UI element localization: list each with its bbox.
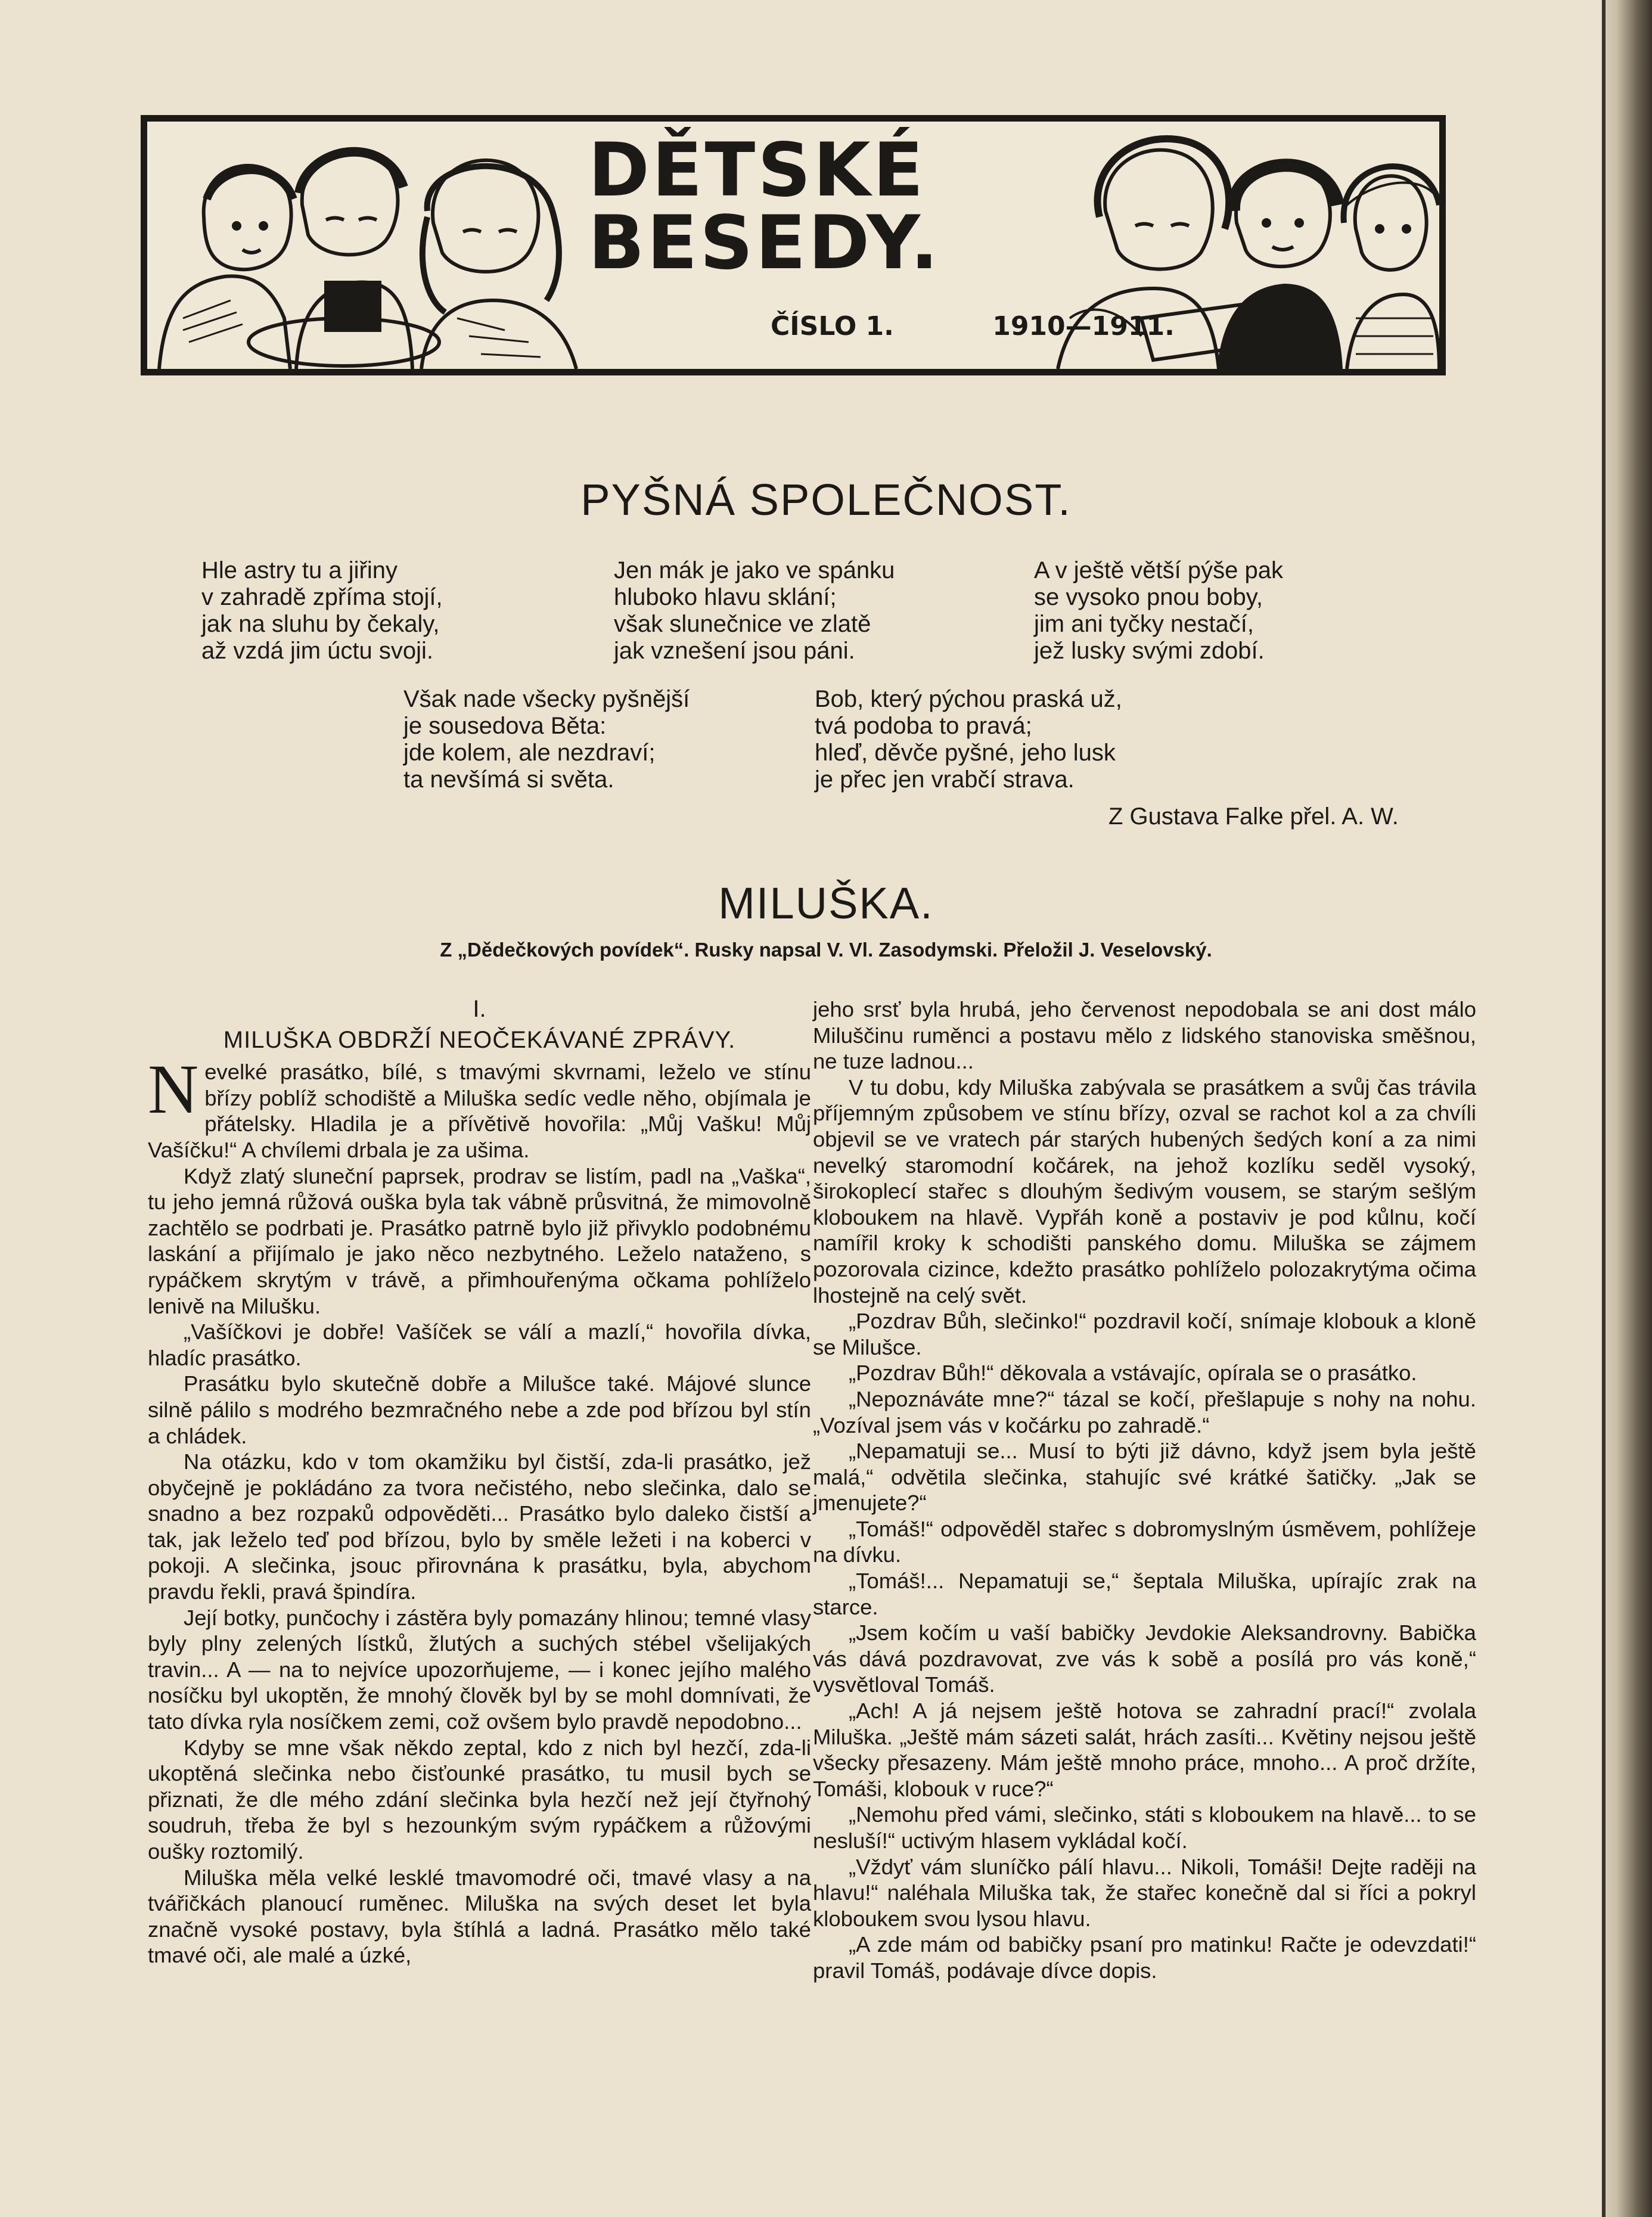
poem-line: Bob, který pýchou praská už, <box>815 686 1122 712</box>
poem-stanza <box>815 686 1122 793</box>
poem-line: až vzdá jim úctu svoji. <box>201 638 434 664</box>
poem-line: je přec jen vrabčí strava. <box>815 766 1075 793</box>
story-paragraph: „Pozdrav Bůh, slečinko!“ pozdravil kočí, snímaje klobouk a kloně se Milušce. <box>813 1309 1476 1359</box>
story-paragraph: Prasátku bylo skutečně dobře a Milušce také. Májové slunce silně pálilo s modrého bezmračného nebe a zde pod břízou byl stín a chládek. <box>148 1371 811 1448</box>
masthead-illustration-right <box>1022 122 1439 369</box>
poem-line: Hle astry tu a jiřiny <box>201 557 398 583</box>
story-paragraph: jeho srsť byla hrubá, jeho červenost nepodobala se ani dost málo Miluščinu ruměnci a postavu mělo z lidského stanoviska směšnou, ne tuze ladnou... <box>813 997 1476 1074</box>
story-paragraph: Miluška měla velké lesklé tmavomodré oči, tmavé vlasy a na tvářičkách planoucí ruměnec. Miluška na svých deset let byla značně vysoké postavy, byla štíhlá a ladná. Prasátko mělo také tmavé oči, ale malé a úzké, <box>148 1865 811 1968</box>
poem-stanza <box>614 557 895 665</box>
story-paragraph: „Pozdrav Bůh!“ děkovala a vstávajíc, opírala se o prasátko. <box>849 1361 1417 1386</box>
issue-number: ČÍSLO 1. <box>771 311 894 341</box>
poem-line: v zahradě zpříma stojí, <box>201 584 443 610</box>
story-paragraph: „Tomáš!... Nepamatuji se,“ šeptala Miluška, upírajíc zrak na starce. <box>813 1569 1476 1619</box>
story-paragraph: „Ach! A já nejsem ještě hotova se zahradní prací!“ zvolala Miluška. „Ještě mám sázeti salát, hrách zasíti... Květiny nejsou ještě všecky přesazeny. Mám ještě mnoho práce, mnoho... A proč držíte, Tomáši, klobouk v ruce?“ <box>813 1699 1476 1801</box>
story-paragraph: „A zde mám od babičky psaní pro matinku! Račte je odevzdati!“ pravil Tomáš, podávaje dívce dopis. <box>813 1932 1476 1983</box>
chapter-title: MILUŠKA OBDRŽÍ NEOČEKÁVANÉ ZPRÁVY. <box>223 1026 736 1053</box>
poem-stanza <box>201 557 443 665</box>
masthead-title-line1: DĚTSKÉ <box>588 128 926 213</box>
poem-line: jak vznešení jsou páni. <box>614 638 855 664</box>
story-paragraph: „Jsem kočím u vaší babičky Jevdokie Aleksandrovny. Babička vás dává pozdravovat, zve vás k sobě a posílá pro vás koně,“ vysvětloval Tomáš. <box>813 1620 1476 1697</box>
gutter-line <box>1602 0 1606 2217</box>
story-paragraph: Na otázku, kdo v tom okamžiku byl čistší, zda-li prasátko, jež obyčejně je pokládáno za tvora nečistého, nebo slečinka, dalo se snadno a bez rozpaků odpověděti... Prasátko bylo daleko čistší a tak, jak leželo teď pod břízou, bylo by směle ležeti i na koberci v pokoji. A slečinka, jsouc přirovnána k prasátku, byla, abychom pravdu řekli, pravá špindíra. <box>148 1449 811 1604</box>
story-paragraph: „Vždyť vám sluníčko pálí hlavu... Nikoli, Tomáši! Dejte raději na hlavu!“ naléhala Miluška tak, že stařec konečně dal si říci a pokryl kloboukem svou lysou hlavu. <box>813 1854 1476 1931</box>
story-paragraph: Kdyby se mne však někdo zeptal, kdo z nich byl hezčí, zda-li ukoptěná slečinka nebo čisťounké prasátko, tu musil bych se přiznati, že dle mého zdání slečinka byla hezčí než její čtyřnohý soudruh, třeba že byl s hezounkým svým rypáčkem a růžovými ouškу roztomilý. <box>148 1735 811 1864</box>
poem-line: Jen mák je jako ve spánku <box>614 557 895 583</box>
story-subtitle: Z „Dědečkových povídek“. Rusky napsal V. Vl. Zasodymski. Přeložil J. Veselovský. <box>440 939 1212 961</box>
poem-line: je sousedova Běta: <box>403 713 607 739</box>
poem-line: jde kolem, ale nezdraví; <box>403 740 656 766</box>
story-column-right <box>813 996 1476 1984</box>
masthead-title <box>588 128 1077 286</box>
poem-line: Však nade všecky pyšnější <box>403 686 690 712</box>
poem-line: jak na sluhu by čekaly, <box>201 611 440 637</box>
poem-line: A v ještě větší pýše pak <box>1034 557 1283 583</box>
poem-title: PYŠNÁ SPOLEČNOST. <box>580 475 1072 524</box>
story-paragraph: V tu dobu, kdy Miluška zabývala se prasátkem a svůj čas trávila příjemným způsobem ve stínu břízy, ozval se rachot kol a za chvíli objevil se ve vratech pár starých hubených šedých koní a za nimi nevelký staromodní kočárek, na jehož kozlíku seděl vysoký, širokoplecí stařec s dlouhým šedivým vousem, se starým sešlým kloboukem na hlavě. Vypřáh koně a postaviv je pod kůlnu, kočí namířil kroky k schodišti panského domu. Miluška se zájmem pozorovala cizince, kdežto prasátko pohlíželo polozakrytýma očima lhostejně na celý svět. <box>813 1075 1476 1308</box>
masthead <box>141 115 1446 375</box>
story-paragraph: Její botky, punčochy i zástěra byly pomazány hlinou; temné vlasy byly plny zelených lístků, žlutých a suchých stébel všelijakých travin... A — na to nejvíce upozorňujeme, — i konec jejího malého nosíčku byl ukoptěn, že mnohý člověk byl by se mohl domnívati, že tato dívka ryla nosíčkem zemi, což ovšem bylo pravdě nepodobno... <box>148 1605 811 1734</box>
drop-cap: N <box>148 1050 199 1129</box>
story-paragraph: „Nemohu před vámi, slečinko, státi s kloboukem na hlavě... to se nesluší!“ uctivým hlasem vykládal kočí. <box>813 1802 1476 1853</box>
poem-line: tvá podoba to pravá; <box>815 713 1032 739</box>
paragraph-text: evelké prasátko, bílé, s tmavými skvrnami, leželo ve stínu břízy poblíž schodiště a Miluška sedíc vedle něho, objímala je přátelsky. Hladila je a přívětivě hovořila: „Můj Vašku! Můj Vašíčku!“ A chvílemi drbala je za ušima. <box>148 1060 811 1162</box>
story-paragraph <box>148 1050 811 1163</box>
story-paragraph: „Tomáš!“ odpověděl stařec s dobromyslným úsměvem, pohlížeje na dívku. <box>813 1516 1476 1567</box>
chapter-number: I. <box>473 996 486 1022</box>
story-paragraph: Když zlatý sluneční paprsek, prodrav se listím, padl na „Vaška“, tu jeho jemná růžová ouška byla tak vábně průsvitná, že mimovolně zachtělo se podrbati je. Prasátko patrně bylo již přivyklo podobnému laskání a přijímalo je jako něco nezbytného. Leželo nataženo, s rypáčkem skrytým v trávě, a přimhouřenýma očkama pohlíželo lenivě na Milušku. <box>148 1163 811 1318</box>
story-title: MILUŠKA. <box>718 878 934 928</box>
poem-line: hleď, děvče pyšné, jeho lusk <box>815 740 1116 766</box>
poem-line: hluboko hlavu sklání; <box>614 584 837 610</box>
story-column-left <box>148 996 811 1968</box>
poem-line: jež lusky svými zdobí. <box>1034 638 1265 664</box>
masthead-title-line2: BESEDY. <box>588 200 941 286</box>
poem-line: však slunečnice ve zlatě <box>614 611 871 637</box>
poem-line: se vysoko pnou boby, <box>1034 584 1263 610</box>
story-paragraph: „Vašíčkovi je dobře! Vašíček se válí a mazlí,“ hovořila dívka, hladíc prasátko. <box>148 1319 811 1370</box>
story-paragraph: „Nepamatuji se... Musí to býti již dávno, když jsem byla ještě malá,“ odvětila slečinka, stahujíc své krátké šatičky. „Jak se jmenujete?“ <box>813 1439 1476 1516</box>
poem-line: ta nevšímá si světa. <box>403 766 614 793</box>
page-edge <box>1601 0 1652 2217</box>
poem-line: jim ani tyčky nestačí, <box>1034 611 1254 637</box>
masthead-illustration-left <box>147 122 594 369</box>
story-paragraph: „Nepoznáváte mne?“ tázal se kočí, přešlapuje s nohy na nohu. „Vozíval jsem vás v kočárku po zahradě.“ <box>813 1386 1476 1437</box>
poem-stanza <box>403 686 690 793</box>
poem-attribution: Z Gustava Falke přel. A. W. <box>1108 803 1399 830</box>
issue-years: 1910—1911. <box>992 311 1175 341</box>
poem-stanza <box>1034 557 1283 665</box>
